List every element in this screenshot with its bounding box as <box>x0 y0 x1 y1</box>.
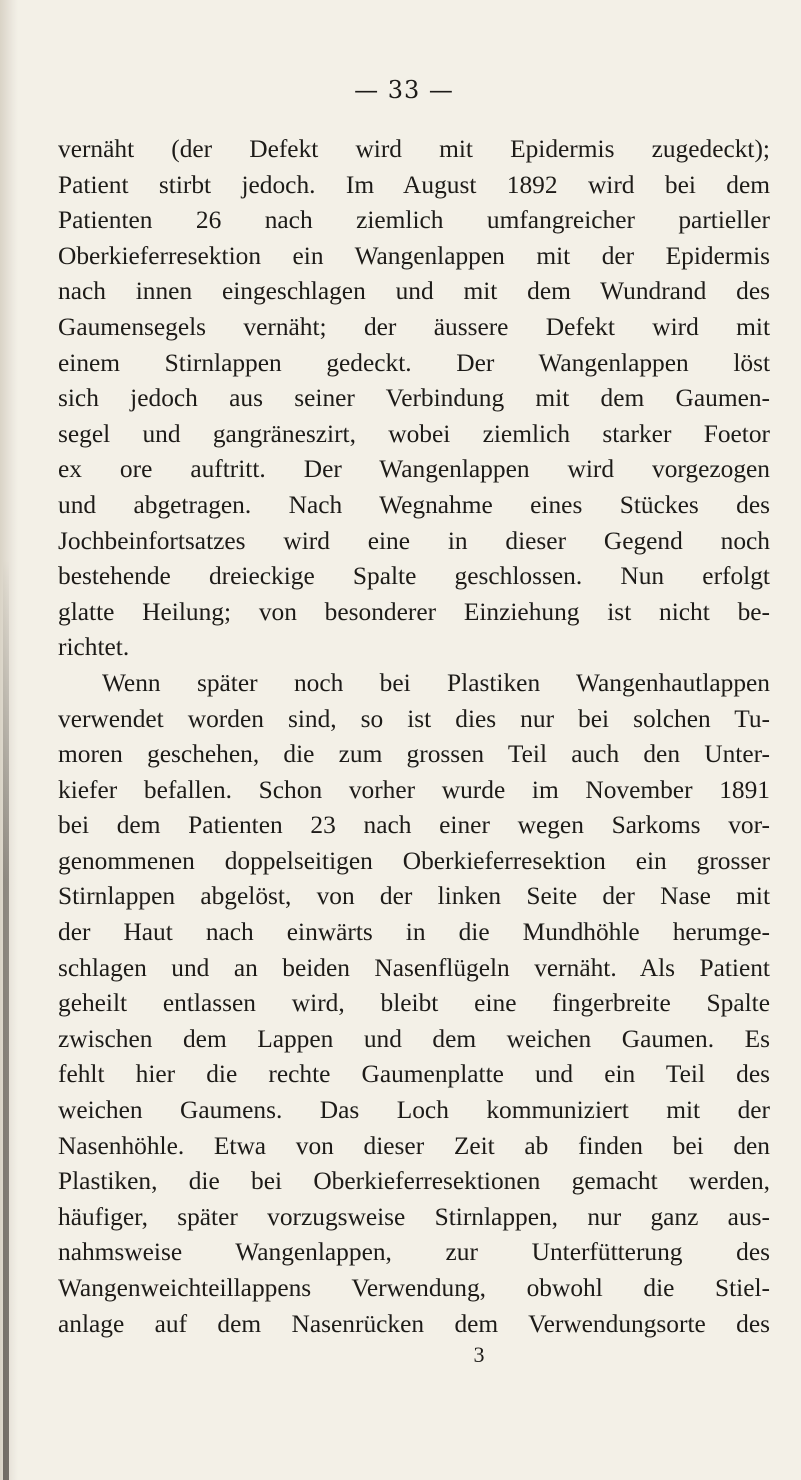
text-line: Wenn später noch bei Plastiken Wangenhautlappen <box>102 668 770 697</box>
text-line: und abgetragen. Nach Wegnahme eines Stückes des <box>58 490 770 519</box>
page-header: — 33 — <box>354 76 454 104</box>
text-line: ex ore auftritt. Der Wangenlappen wird vorgezogen <box>58 455 770 484</box>
text-line: fehlt hier die rechte Gaumenplatte und ein Teil des <box>58 1060 770 1089</box>
text-line: Jochbeinfortsatzes wird eine in dieser Gegend noch <box>58 526 770 555</box>
text-line: Wangenweichteillappens Verwendung, obwohl die Stiel- <box>58 1274 770 1302</box>
text-line: vernäht (der Defekt wird mit Epidermis zugedeckt); <box>58 135 770 163</box>
body-text <box>58 132 770 1342</box>
binding-shadow <box>3 560 9 1480</box>
text-line: der Haut nach einwärts in die Mundhöhle herumge- <box>58 918 770 947</box>
text-line: verwendet worden sind, so ist dies nur bei solchen Tu- <box>58 704 770 733</box>
text-line: Patienten 26 nach ziemlich umfangreicher partieller <box>58 206 770 235</box>
text-line: einem Stirnlappen gedeckt. Der Wangenlappen löst <box>58 348 770 377</box>
text-line: geheilt entlassen wird, bleibt eine fingerbreite Spalte <box>58 989 770 1018</box>
text-line: Plastiken, die bei Oberkieferresektionen gemacht werden, <box>58 1167 770 1196</box>
text-line: Patient stirbt jedoch. Im August 1892 wird bei dem <box>58 170 770 199</box>
text-line: nahmsweise Wangenlappen, zur Unterfütterung des <box>58 1238 770 1267</box>
text-line: zwischen dem Lappen und dem weichen Gaumen. Es <box>58 1024 770 1053</box>
text-line: bestehende dreieckige Spalte geschlossen. Nun erfolgt <box>58 562 770 591</box>
text-line: segel und gangräneszirt, wobei ziemlich starker Foetor <box>58 419 770 448</box>
signature-mark: 3 <box>473 1342 485 1368</box>
text-line: schlagen und an beiden Nasenflügeln vernäht. Als Patient <box>58 953 770 982</box>
text-line: Oberkieferresektion ein Wangenlappen mit der Epidermis <box>58 241 770 270</box>
text-line: anlage auf dem Nasenrücken dem Verwendungsorte des <box>58 1309 770 1338</box>
text-line: sich jedoch aus seiner Verbindung mit dem Gaumen- <box>58 384 770 413</box>
text-line: glatte Heilung; von besonderer Einziehung ist nicht be- <box>58 597 770 626</box>
book-page <box>58 70 770 1368</box>
text-line: richtet. <box>58 633 130 662</box>
text-line: bei dem Patienten 23 nach einer wegen Sarkoms vor- <box>58 811 770 840</box>
text-line: weichen Gaumens. Das Loch kommuniziert mit der <box>58 1096 770 1125</box>
text-line: Gaumensegels vernäht; der äussere Defekt wird mit <box>58 312 770 341</box>
text-line: genommenen doppelseitigen Oberkieferresektion ein grosser <box>58 846 770 875</box>
text-line: Nasenhöhle. Etwa von dieser Zeit ab finden bei den <box>58 1131 770 1160</box>
text-line: kiefer befallen. Schon vorher wurde im November 1891 <box>58 775 770 804</box>
text-line: nach innen eingeschlagen und mit dem Wundrand des <box>58 277 770 306</box>
text-line: Stirnlappen abgelöst, von der linken Seite der Nase mit <box>58 882 770 911</box>
text-line: moren geschehen, die zum grossen Teil auch den Unter- <box>58 740 770 769</box>
text-line: häufiger, später vorzugsweise Stirnlappen, nur ganz aus- <box>58 1202 770 1231</box>
